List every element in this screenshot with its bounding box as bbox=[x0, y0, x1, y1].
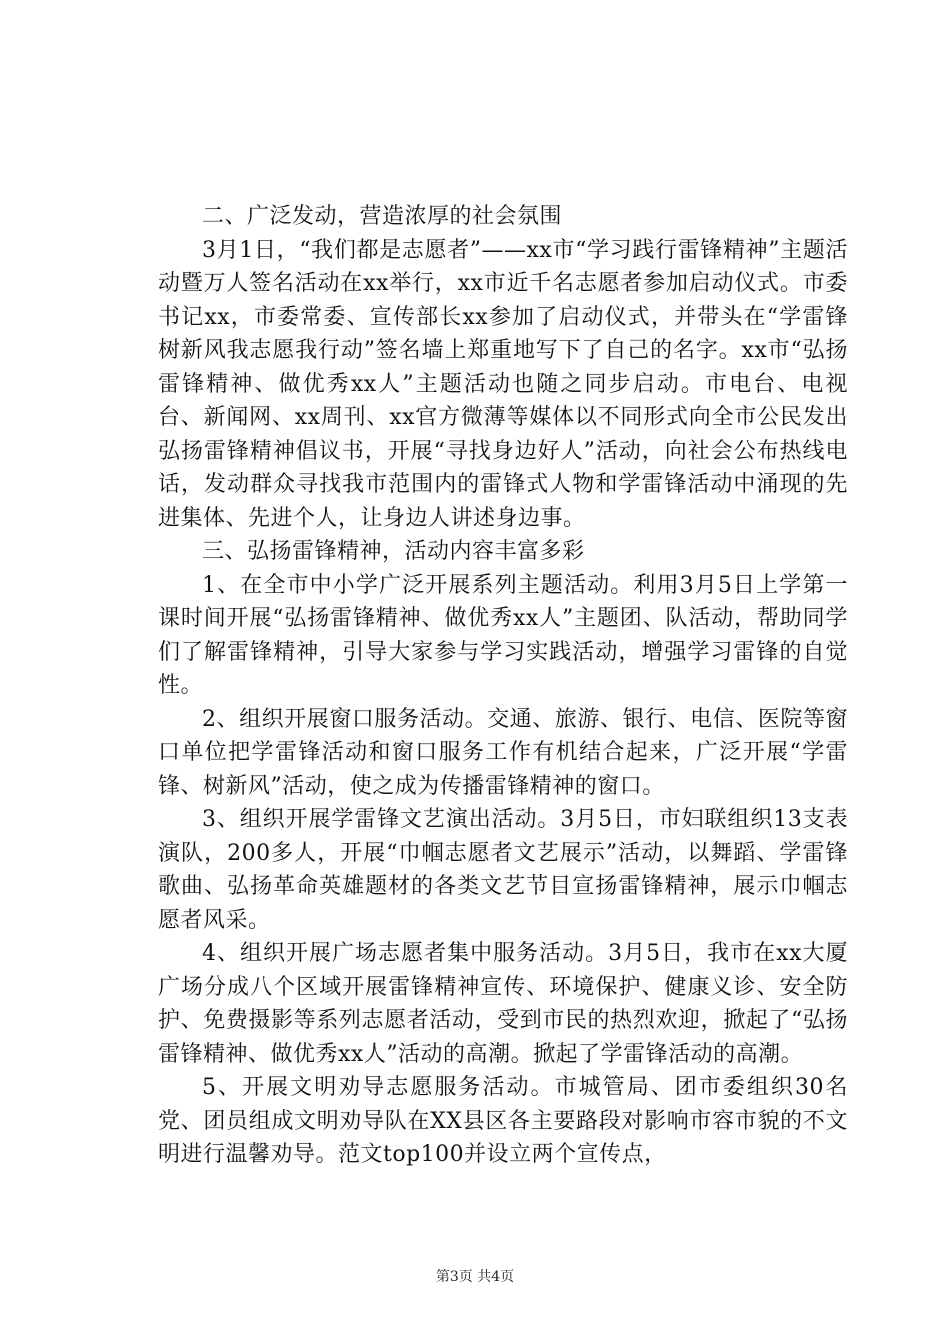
paragraph-item-3: 3、组织开展学雷锋文艺演出活动。3月5日，市妇联组织13支表演队，200多人，开展“巾帼志愿者文艺展示”活动，以舞蹈、学雷锋歌曲、弘扬革命英雄题材的各类文艺节目宣扬雷锋精神，展示巾帼志愿者风采。 bbox=[158, 807, 848, 933]
section-heading-2: 二、广泛发动，营造浓厚的社会氛围 bbox=[202, 204, 563, 229]
paragraph-item-4: 4、组织开展广场志愿者集中服务活动。3月5日，我市在xx大厦广场分成八个区域开展雷锋精神宣传、环境保护、健康义诊、安全防护、免费摄影等系列志愿者活动，受到市民的热烈欢迎，掀起了“弘扬雷锋精神、做优秀xx人”活动的高潮。掀起了学雷锋活动的高潮。 bbox=[158, 941, 848, 1067]
document-body bbox=[158, 200, 848, 1172]
paragraph-item-1: 1、在全市中小学广泛开展系列主题活动。利用3月5日上学第一课时间开展“弘扬雷锋精神、做优秀xx人”主题团、队活动，帮助同学们了解雷锋精神，引导大家参与学习实践活动，增强学习雷锋的自觉性。 bbox=[158, 572, 848, 698]
paragraph-item-5: 5、开展文明劝导志愿服务活动。市城管局、团市委组织30名党、团员组成文明劝导队在XX县区各主要路段对影响市容市貌的不文明进行温馨劝导。范文top100并设立两个宣传点， bbox=[158, 1075, 848, 1167]
paragraph-launch-event: 3月1日，“我们都是志愿者”——xx市“学习践行雷锋精神”主题活动暨万人签名活动在xx举行，xx市近千名志愿者参加启动仪式。市委书记xx，市委常委、宣传部长xx参加了启动仪式，并带头在“学雷锋树新风我志愿我行动”签名墙上郑重地写下了自己的名字。xx市“弘扬雷锋精神、做优秀xx人”主题活动也随之同步启动。市电台、电视台、新闻网、xx周刊、xx官方微薄等媒体以不同形式向全市公民发出弘扬雷锋精神倡议书，开展“寻找身边好人”活动，向社会公布热线电话，发动群众寻找我市范围内的雷锋式人物和学雷锋活动中涌现的先进集体、先进个人，让身边人讲述身边事。 bbox=[158, 237, 848, 531]
section-heading-3: 三、弘扬雷锋精神，活动内容丰富多彩 bbox=[202, 539, 585, 564]
page-number-footer: 第3页 共4页 bbox=[435, 1269, 515, 1285]
paragraph-item-2: 2、组织开展窗口服务活动。交通、旅游、银行、电信、医院等窗口单位把学雷锋活动和窗口服务工作有机结合起来，广泛开展“学雷锋、树新风”活动，使之成为传播雷锋精神的窗口。 bbox=[158, 706, 848, 799]
